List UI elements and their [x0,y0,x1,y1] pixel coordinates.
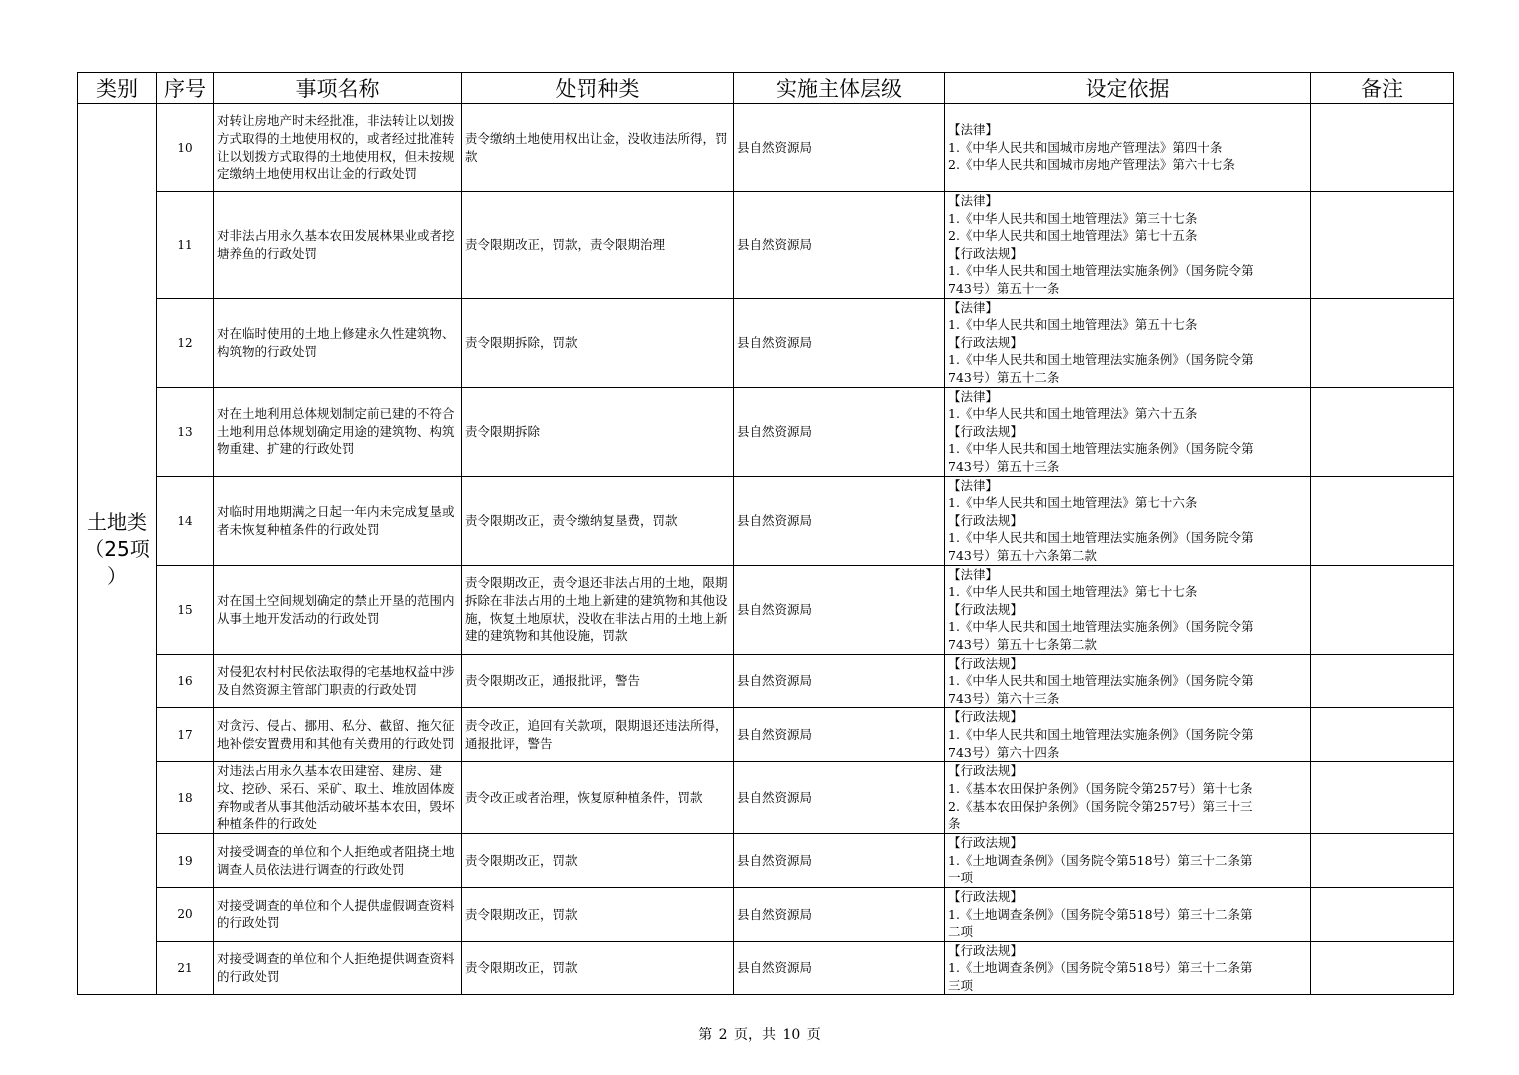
header-penalty-type: 处罚种类 [462,73,734,104]
basis-line: 【行政法规】 [948,423,1024,439]
item-name: 对转让房地产时未经批准，非法转让以划拨方式取得的土地使用权的，或者经过批准转让以划拨方式取得的土地使用权，但未按规定缴纳土地使用权出让金的行政处罚 [214,104,462,192]
basis-line: 【行政法规】 [948,245,1024,261]
basis-line: 1.《中华人民共和国土地管理法实施条例》（国务院令第 [948,263,1254,279]
authority-level: 县自然资源局 [734,565,945,654]
basis-cell [945,762,1311,834]
row-number: 16 [157,654,214,708]
basis-line: 【行政法规】 [948,334,1024,350]
basis-cell [945,941,1311,995]
basis-line: 1.《中华人民共和国土地管理法实施条例》（国务院令第 [948,619,1254,635]
basis-line: 【行政法规】 [948,888,1024,904]
basis-line: 【行政法规】 [948,655,1024,671]
basis-line: 1.《土地调查条例》（国务院令第518号）第三十二条第 [948,960,1253,976]
remark-cell [1311,192,1454,299]
penalty-type: 责令限期改正，责令退还非法占用的土地，限期拆除在非法占用的土地上新建的建筑物和其他设施，恢复土地原状，没收在非法占用的土地上新建的建筑物和其他设施，罚款 [462,565,734,654]
remark-cell [1311,834,1454,888]
authority-level: 县自然资源局 [734,192,945,299]
penalty-type: 责令限期改正，通报批评，警告 [462,654,734,708]
basis-cell [945,104,1311,192]
penalty-type: 责令限期改正，罚款 [462,834,734,888]
item-name: 对在国土空间规划确定的禁止开垦的范围内从事土地开发活动的行政处罚 [214,565,462,654]
basis-line: 1.《中华人民共和国土地管理法》第七十六条 [948,495,1198,511]
basis-line: 2.《中华人民共和国土地管理法》第七十五条 [948,228,1198,244]
table-row [78,192,1454,299]
basis-line: 【法律】 [948,122,999,138]
basis-line: 1.《土地调查条例》（国务院令第518号）第三十二条第 [948,852,1253,868]
header-number: 序号 [157,73,214,104]
penalty-table [77,72,1454,995]
basis-line: 743号）第五十六条第二款 [948,547,1097,563]
row-number: 20 [157,887,214,941]
row-number: 12 [157,298,214,387]
item-name: 对在土地利用总体规划制定前已建的不符合土地利用总体规划确定用途的建筑物、构筑物重建、扩建的行政处罚 [214,387,462,476]
category-label-line2: （25项 [84,536,150,561]
table-row [78,476,1454,565]
item-name: 对贪污、侵占、挪用、私分、截留、拖欠征地补偿安置费用和其他有关费用的行政处罚 [214,708,462,762]
basis-cell [945,387,1311,476]
basis-line: 743号）第六十四条 [948,744,1060,760]
table-row [78,298,1454,387]
category-cell [78,104,157,995]
category-label-line3: ） [107,563,127,588]
authority-level: 县自然资源局 [734,834,945,888]
footer-page-number: 2 [718,1027,728,1043]
authority-level: 县自然资源局 [734,887,945,941]
penalty-type: 责令限期改正，罚款 [462,941,734,995]
table-row [78,565,1454,654]
basis-line: 【行政法规】 [948,709,1024,725]
basis-line: 743号）第五十一条 [948,280,1060,296]
category-label-line1: 土地类 [87,509,147,534]
header-remark: 备注 [1311,73,1454,104]
basis-cell [945,834,1311,888]
table-row [78,762,1454,834]
basis-line: 【法律】 [948,193,999,208]
remark-cell [1311,887,1454,941]
penalty-type: 责令限期拆除 [462,387,734,476]
header-item-name: 事项名称 [214,73,462,104]
header-authority-level: 实施主体层级 [734,73,945,104]
remark-cell [1311,104,1454,192]
basis-line: 【法律】 [948,477,999,493]
basis-line: 1.《中华人民共和国土地管理法实施条例》（国务院令第 [948,352,1254,368]
basis-line: 1.《中华人民共和国土地管理法》第五十七条 [948,317,1198,333]
basis-line: 二项 [948,924,974,940]
basis-line: 【法律】 [948,388,999,404]
penalty-type: 责令缴纳土地使用权出让金，没收违法所得，罚款 [462,104,734,192]
item-name: 对临时用地期满之日起一年内未完成复垦或者未恢复种植条件的行政处罚 [214,476,462,565]
authority-level: 县自然资源局 [734,476,945,565]
basis-line: 1.《中华人民共和国土地管理法实施条例》（国务院令第 [948,530,1254,546]
basis-line: 三项 [948,977,974,993]
basis-line: 【行政法规】 [948,512,1024,528]
remark-cell [1311,476,1454,565]
basis-cell [945,654,1311,708]
basis-line: 1.《基本农田保护条例》（国务院令第257号）第十七条 [948,781,1253,797]
authority-level: 县自然资源局 [734,104,945,192]
footer-total-pages: 10 [782,1027,801,1043]
table-row [78,654,1454,708]
table-row [78,387,1454,476]
authority-level: 县自然资源局 [734,387,945,476]
basis-cell [945,298,1311,387]
table-row [78,834,1454,888]
basis-line: 【法律】 [948,299,999,315]
row-number: 14 [157,476,214,565]
basis-line: 【法律】 [948,566,999,582]
remark-cell [1311,298,1454,387]
row-number: 15 [157,565,214,654]
penalty-type: 责令改正，追回有关款项，限期退还违法所得，通报批评，警告 [462,708,734,762]
basis-line: 1.《中华人民共和国土地管理法实施条例》（国务院令第 [948,673,1254,689]
remark-cell [1311,762,1454,834]
row-number: 21 [157,941,214,995]
penalty-type: 责令改正或者治理，恢复原种植条件，罚款 [462,762,734,834]
basis-line: 一项 [948,870,974,886]
basis-line: 1.《中华人民共和国土地管理法实施条例》（国务院令第 [948,441,1254,457]
basis-cell [945,565,1311,654]
penalty-type: 责令限期改正，罚款 [462,887,734,941]
basis-line: 743号）第五十三条 [948,458,1060,474]
item-name: 对接受调查的单位和个人拒绝或者阻挠土地调查人员依法进行调查的行政处罚 [214,834,462,888]
remark-cell [1311,387,1454,476]
penalty-type: 责令限期改正，责令缴纳复垦费，罚款 [462,476,734,565]
penalty-type: 责令限期拆除，罚款 [462,298,734,387]
basis-line: 条 [948,816,961,832]
table-row [78,887,1454,941]
basis-line: 1.《中华人民共和国土地管理法》第七十七条 [948,584,1198,600]
remark-cell [1311,654,1454,708]
authority-level: 县自然资源局 [734,654,945,708]
authority-level: 县自然资源局 [734,762,945,834]
row-number: 10 [157,104,214,192]
basis-cell [945,476,1311,565]
item-name: 对违法占用永久基本农田建窑、建房、建坟、挖砂、采石、采矿、取土、堆放固体废弃物或者从事其他活动破坏基本农田，毁坏种植条件的行政处 [214,762,462,834]
row-number: 13 [157,387,214,476]
basis-line: 【行政法规】 [948,835,1024,851]
table-row [78,708,1454,762]
basis-line: 1.《中华人民共和国土地管理法实施条例》（国务院令第 [948,726,1254,742]
header-basis: 设定依据 [945,73,1311,104]
footer-prefix: 第 [698,1027,713,1043]
header-category: 类别 [78,73,157,104]
basis-line: 1.《中华人民共和国城市房地产管理法》第四十条 [948,139,1223,155]
authority-level: 县自然资源局 [734,298,945,387]
basis-line: 【行政法规】 [948,763,1024,779]
table-row [78,104,1454,192]
basis-cell [945,887,1311,941]
basis-cell [945,708,1311,762]
basis-cell [945,192,1311,299]
item-name: 对接受调查的单位和个人拒绝提供调查资料的行政处罚 [214,941,462,995]
remark-cell [1311,708,1454,762]
item-name: 对非法占用永久基本农田发展林果业或者挖塘养鱼的行政处罚 [214,192,462,299]
row-number: 17 [157,708,214,762]
basis-line: 【行政法规】 [948,942,1024,958]
item-name: 对接受调查的单位和个人提供虚假调查资料的行政处罚 [214,887,462,941]
row-number: 11 [157,192,214,299]
basis-line: 743号）第六十三条 [948,690,1060,706]
row-number: 19 [157,834,214,888]
basis-line: 1.《中华人民共和国土地管理法》第三十七条 [948,210,1198,226]
authority-level: 县自然资源局 [734,941,945,995]
basis-line: 【行政法规】 [948,601,1024,617]
item-name: 对侵犯农村村民依法取得的宅基地权益中涉及自然资源主管部门职责的行政处罚 [214,654,462,708]
item-name: 对在临时使用的土地上修建永久性建筑物、构筑物的行政处罚 [214,298,462,387]
table-row [78,941,1454,995]
basis-line: 743号）第五十二条 [948,369,1060,385]
authority-level: 县自然资源局 [734,708,945,762]
footer-middle: 页，共 [734,1027,777,1043]
penalty-type: 责令限期改正，罚款，责令限期治理 [462,192,734,299]
remark-cell [1311,565,1454,654]
basis-line: 743号）第五十七条第二款 [948,636,1097,652]
header-row [78,73,1454,104]
footer-suffix: 页 [806,1027,821,1043]
remark-cell [1311,941,1454,995]
basis-line: 1.《中华人民共和国土地管理法》第六十五条 [948,406,1198,422]
page-footer [0,1024,1519,1044]
basis-line: 2.《中华人民共和国城市房地产管理法》第六十七条 [948,157,1235,173]
basis-line: 1.《土地调查条例》（国务院令第518号）第三十二条第 [948,906,1253,922]
basis-line: 2.《基本农田保护条例》（国务院令第257号）第三十三 [948,798,1253,814]
row-number: 18 [157,762,214,834]
